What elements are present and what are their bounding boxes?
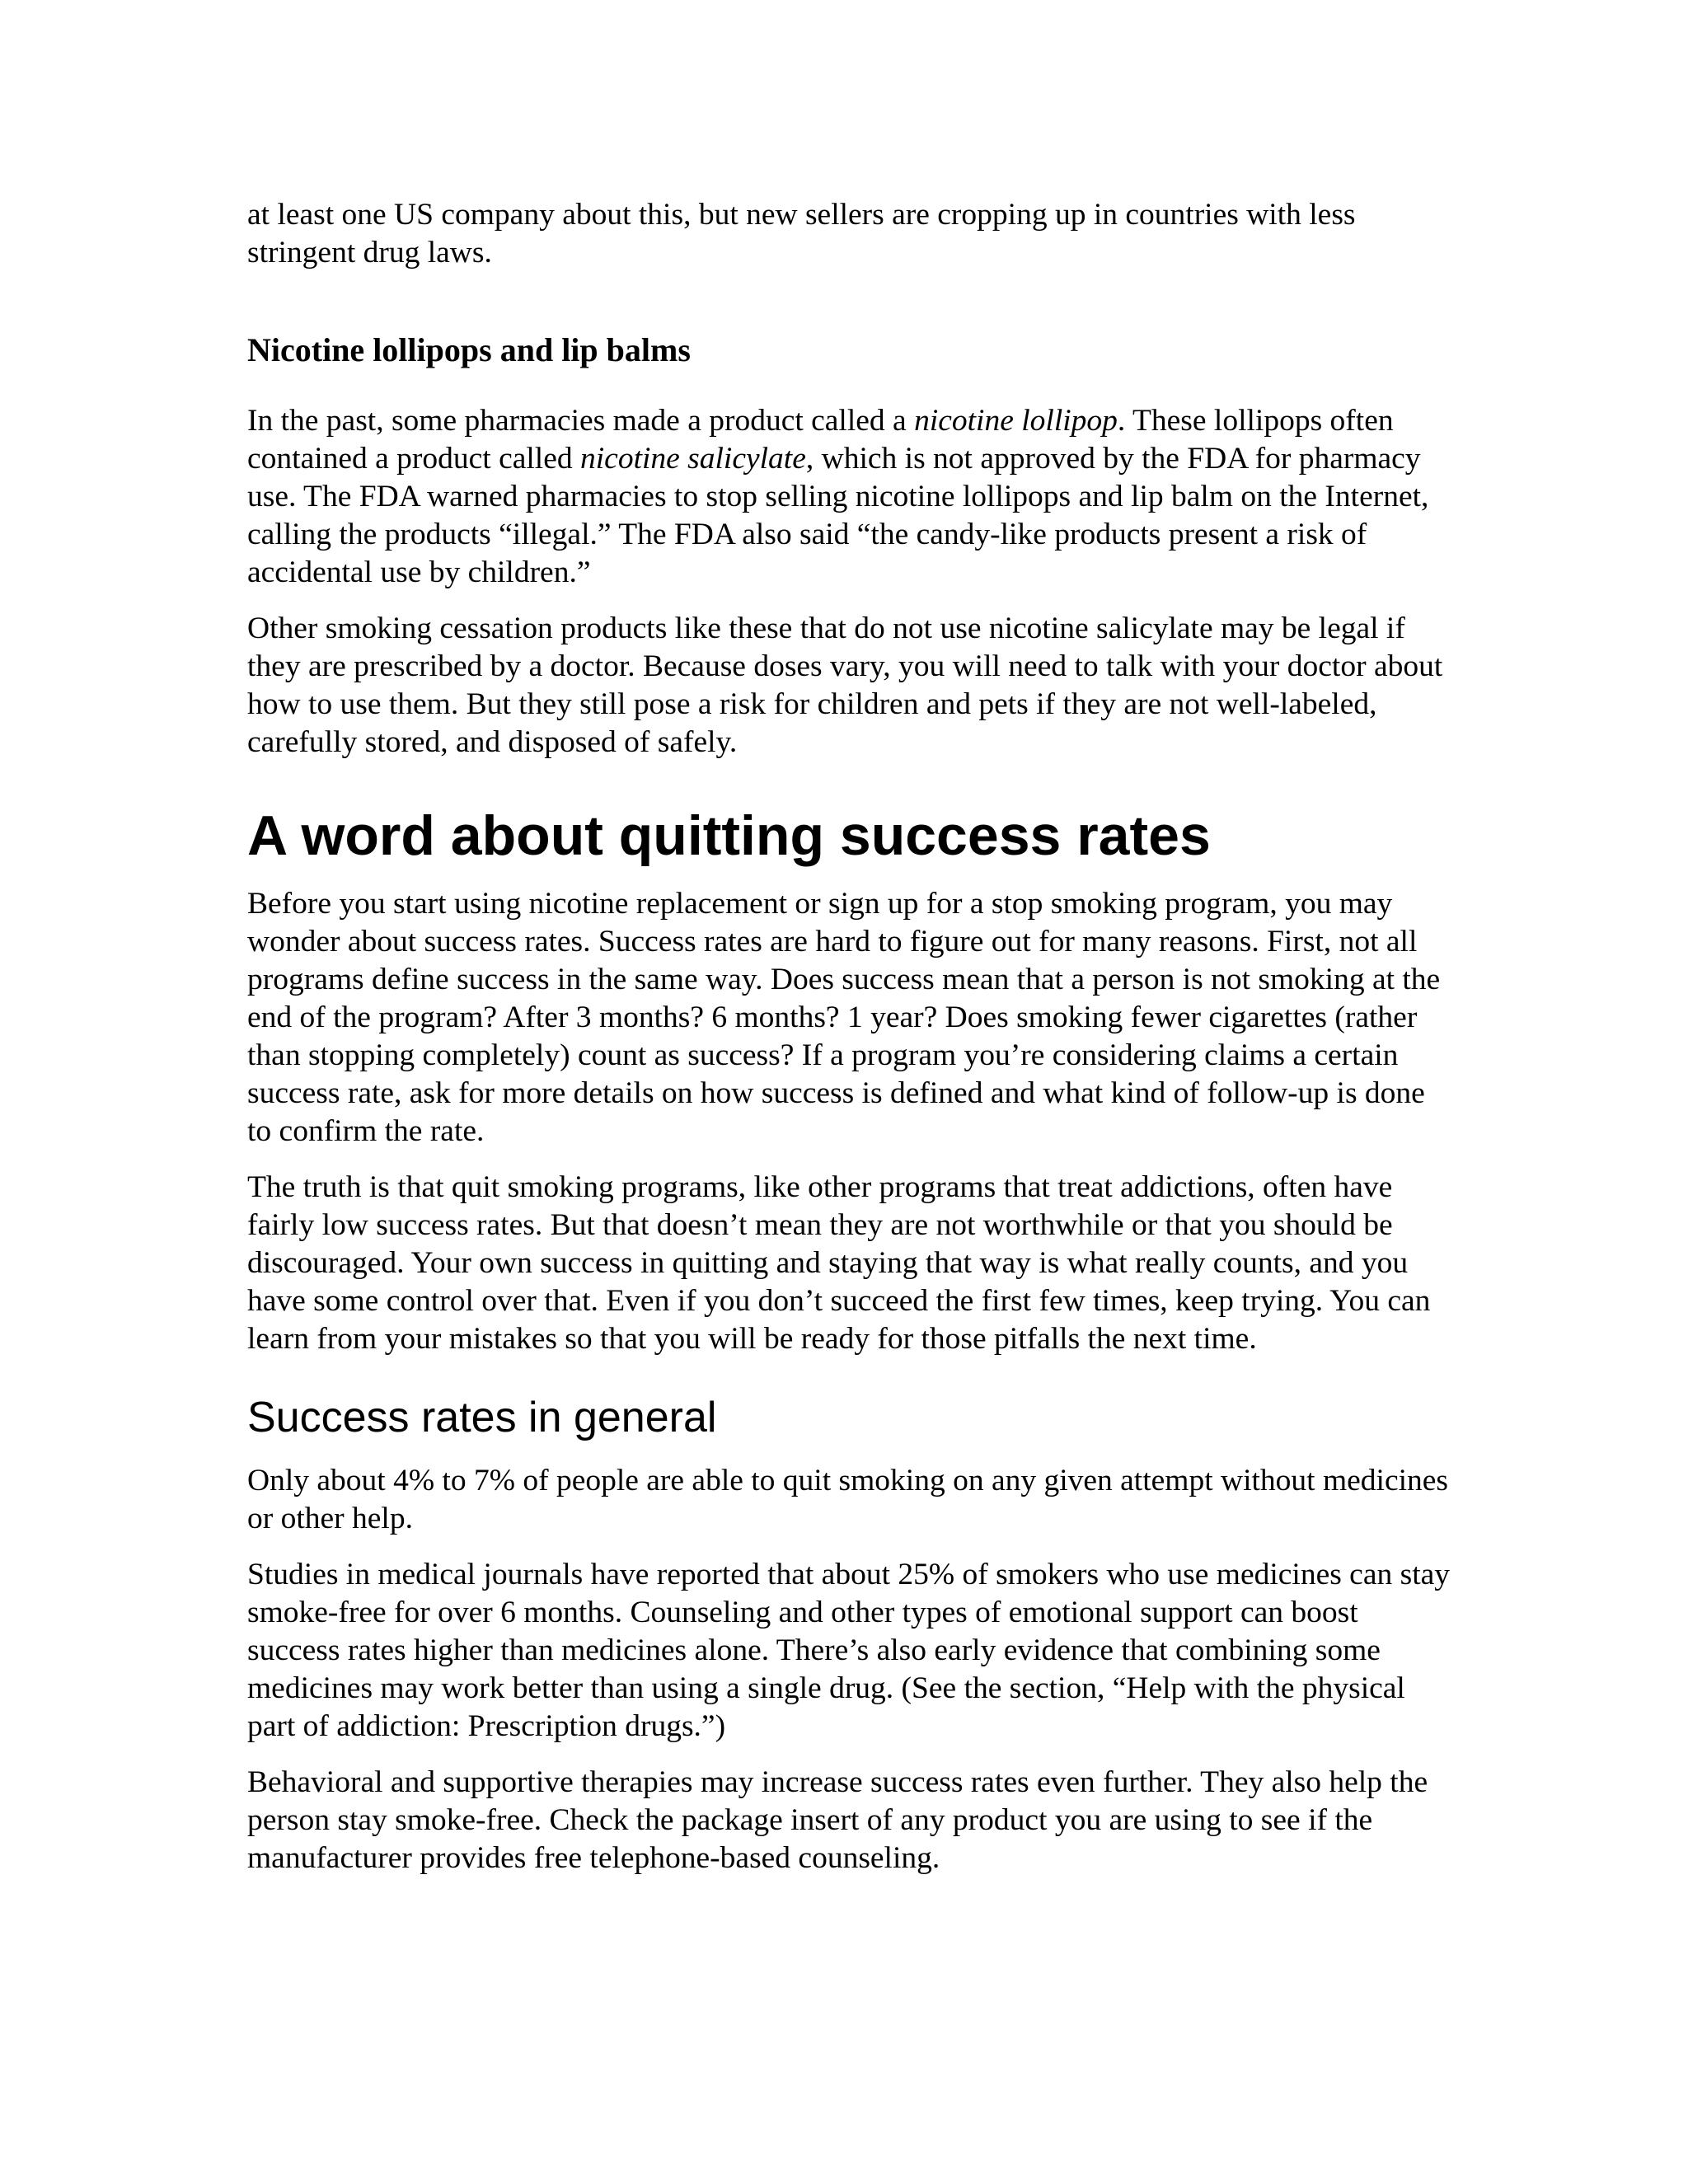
text-run: . These lollipops often contained a product called — [247, 404, 1394, 476]
paragraph-success-rates-1: Before you start using nicotine replacement or sign up for a stop smoking program, you may wonder about success rates. Success rates are hard to figure out for many reasons. First, not all programs define success in the same way. Does success mean that a person is not smoking at the end of the program? After 3 months? 6 months? 1 year? Does smoking fewer cigarettes (rather than stopping completely) count as success? If a program you’re considering claims a certain success rate, ask for more details on how success is defined and what kind of follow-up is done to confirm the rate. — [247, 887, 1441, 1148]
paragraph-success-rates-2: The truth is that quit smoking programs, like other programs that treat addictions, often have fairly low success rates. But that doesn’t mean they are not worthwhile or that you should be discouraged. Your own success in quitting and staying that way is what really counts, and you have some control over that. Even if you don’t succeed the first few times, keep trying. You can learn from your mistakes so that you will be ready for those pitfalls the next time. — [247, 1170, 1431, 1356]
heading-quitting-success-rates: A word about quitting success rates — [247, 804, 1211, 867]
text-run: , which is not approved by the FDA for pharmacy use. The FDA warned pharmacies to stop selling nicotine lollipops and lip balm on the Internet, calling the products “illegal.” The FDA also said “the candy-like products present a risk of accidental use by children.” — [247, 442, 1429, 589]
document-page — [247, 196, 1451, 1896]
italic-term-nicotine-lollipop: nicotine lollipop — [914, 404, 1118, 438]
italic-term-nicotine-salicylate: nicotine salicylate — [580, 442, 806, 476]
paragraph-general-3: Behavioral and supportive therapies may increase success rates even further. They also help the person stay smoke-free. Check the package insert of any product you are using to see if the manufacturer provides free telephone-based counseling. — [247, 1765, 1428, 1875]
paragraph-lollipops-2: Other smoking cessation products like these that do not use nicotine salicylate may be legal if they are prescribed by a doctor. Because doses vary, you will need to talk with your doctor about how to use them. But they still pose a risk for children and pets if they are not well-labeled, carefully stored, and disposed of safely. — [247, 612, 1443, 759]
paragraph-general-1: Only about 4% to 7% of people are able to quit smoking on any given attempt without medicines or other help. — [247, 1464, 1448, 1535]
heading-nicotine-lollipops: Nicotine lollipops and lip balms — [247, 331, 691, 368]
heading-success-rates-general: Success rates in general — [247, 1394, 717, 1441]
paragraph-lollipops-1 — [247, 402, 1451, 592]
paragraph-general-2: Studies in medical journals have reported that about 25% of smokers who use medicines can stay smoke-free for over 6 months. Counseling and other types of emotional support can boost success rates higher than medicines alone. There’s also early evidence that combining some medicines may work better than using a single drug. (See the section, “Help with the physical part of addiction: Prescription drugs.”) — [247, 1558, 1451, 1743]
text-run: In the past, some pharmacies made a product called a — [247, 404, 915, 438]
paragraph-intro-continued: at least one US company about this, but new sellers are cropping up in countries with less stringent drug laws. — [247, 198, 1356, 269]
